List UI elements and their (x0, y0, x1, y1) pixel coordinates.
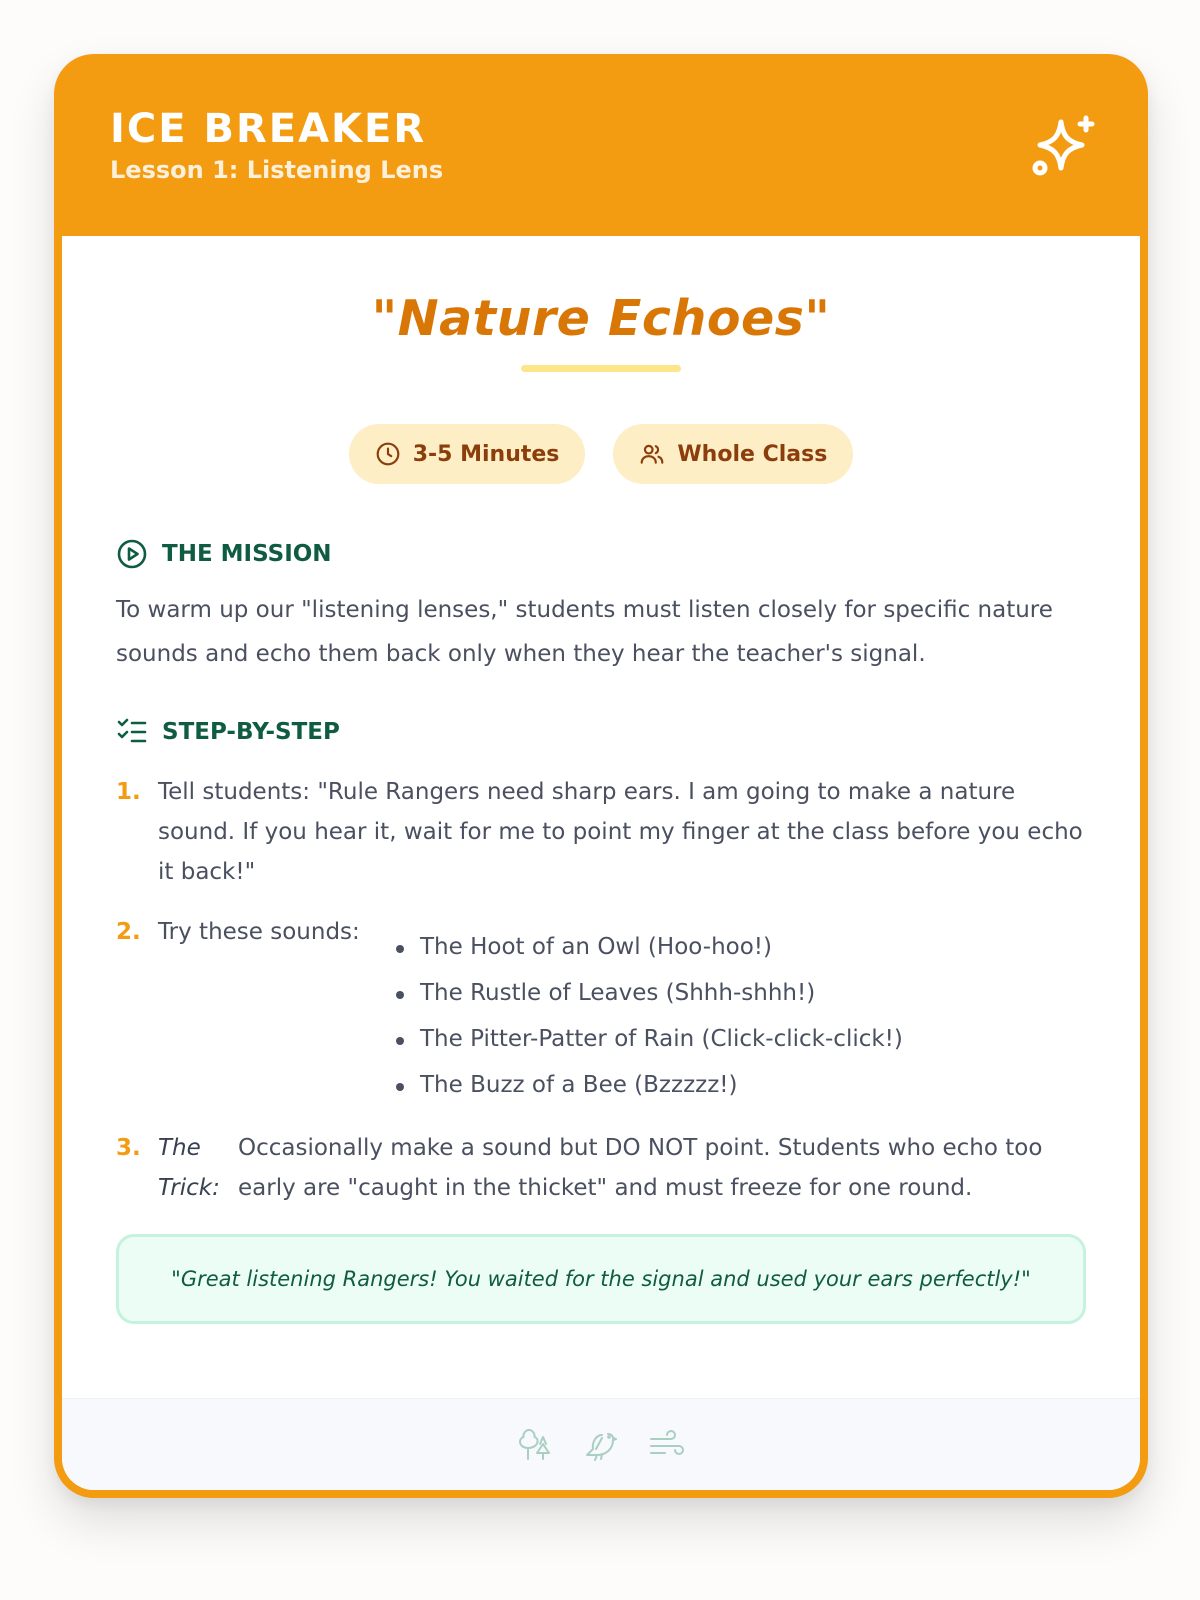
list-checks-icon (116, 716, 148, 748)
step-text: Occasionally make a sound but DO NOT point. Students who echo too early are "caught in the thicket" and must freeze for one round. (238, 1135, 1043, 1201)
trees-icon (516, 1426, 554, 1464)
card-header (62, 54, 1140, 236)
step-text: Try these sounds: (158, 919, 360, 945)
group-size-badge (613, 424, 853, 484)
title-underline (521, 365, 681, 372)
mission-heading-label: THE MISSION (162, 541, 332, 567)
step-text: Tell students: "Rule Rangers need sharp ears. I am going to make a nature sound. If you hear it, wait for me to point my finger at the class before you echo it back!" (158, 779, 1083, 885)
wind-icon (648, 1426, 686, 1464)
step-number: 2. (116, 919, 141, 945)
card-content (62, 538, 1140, 1208)
list-item (116, 912, 1086, 1108)
mission-text: To warm up our "listening lenses," students must listen closely for specific nature sounds and echo them back only when they hear the teacher's signal. (116, 597, 1053, 667)
steps-heading (116, 716, 1086, 748)
group-size-label: Whole Class (677, 441, 828, 467)
users-icon (639, 441, 665, 467)
list-item (116, 1128, 1086, 1208)
play-circle-icon (116, 538, 148, 570)
header-title: ICE BREAKER (110, 106, 427, 152)
praise-callout (116, 1234, 1086, 1324)
step-content (158, 912, 903, 1108)
clock-icon (375, 441, 401, 467)
list-item (116, 772, 1086, 892)
sparkles-icon (1030, 114, 1100, 184)
trick-label: The Trick: (158, 1135, 220, 1201)
activity-title: "Nature Echoes" (371, 290, 831, 347)
duration-badge (349, 424, 586, 484)
sound-list (390, 924, 903, 1108)
praise-text: "Great listening Rangers! You waited for the signal and used your ears perfectly!" (171, 1267, 1031, 1291)
duration-label: 3-5 Minutes (412, 441, 560, 467)
sound-item: The Rustle of Leaves (Shhh-shhh!) (390, 970, 903, 1016)
ice-breaker-card (54, 54, 1148, 1498)
sound-item: The Buzz of a Bee (Bzzzzz!) (390, 1062, 903, 1108)
badge-row (62, 424, 1140, 484)
card-body (62, 236, 1140, 1490)
card-footer (62, 1398, 1140, 1490)
mission-heading (116, 538, 1086, 570)
step-number: 1. (116, 779, 141, 805)
sound-item: The Hoot of an Owl (Hoo-hoo!) (390, 924, 903, 970)
bird-icon (582, 1426, 620, 1464)
step-number: 3. (116, 1135, 141, 1161)
steps-heading-label: STEP-BY-STEP (162, 719, 340, 745)
steps-list (116, 772, 1086, 1208)
sound-item: The Pitter-Patter of Rain (Click-click-click!) (390, 1016, 903, 1062)
lesson-subtitle: Lesson 1: Listening Lens (110, 156, 444, 184)
